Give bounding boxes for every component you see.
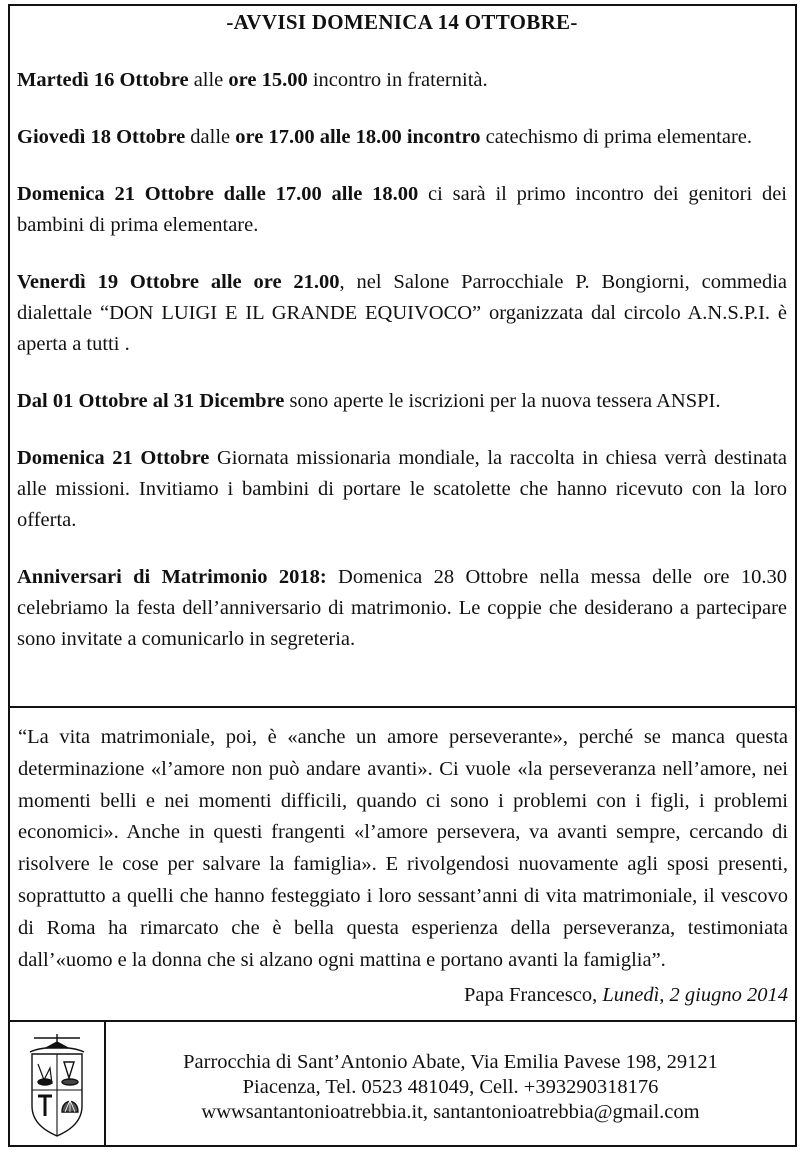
notice-item: Dal 01 Ottobre al 31 Dicembre sono aperte le iscrizioni per la nuova tessera ANSPI. <box>17 390 721 412</box>
notice-item: Venerdì 19 Ottobre alle ore 21.00, nel Salone Parrocchiale P. Bongiorni, commedia dialettale “DON LUIGI E IL GRANDE EQUIVOCO” organizzata dal circolo A.N.S.P.I. è aperta a tutti . <box>17 271 787 355</box>
parish-contact <box>106 1022 795 1145</box>
quote-date: Lunedì, 2 giugno 2014 <box>602 984 788 1007</box>
notice-item: Domenica 21 Ottobre Giornata missionaria mondiale, la raccolta in chiesa verrà destinata alle missioni. Invitiamo i bambini di portare le scatolette che hanno ricevuto con la loro offerta. <box>17 447 787 531</box>
quote-text: “La vita matrimoniale, poi, è «anche un amore perseverante», perché se manca questa determinazione «l’amore non può andare avanti». Ci vuole «la perseveranza nell’amore, nei momenti belli e nei momenti difficili, quando ci sono i problemi con i figli, i problemi economici». Anche in questi frangenti «l’amore persevera, va avanti sempre, cercando di risolvere le cose per salvare la famiglia». E rivolgendosi nuovamente agli sposi presenti, soprattutto a quelli che hanno festeggiato i loro sessant’anni di vita matrimoniale, il vescovo di Roma ha rimarcato che è bella questa esperienza della perseveranza, testimoniata dall’«uomo e la donna che si alzano ogni mattina e portano avanti la famiglia”. <box>18 726 788 971</box>
contact-address: Parrocchia di Sant’Antonio Abate, Via Emilia Pavese 198, 29121 <box>183 1051 718 1073</box>
footer <box>10 1020 795 1145</box>
notice-item: Anniversari di Matrimonio 2018: Domenica 28 Ottobre nella messa delle ore 10.30 celebriamo la festa dell’anniversario di matrimonio. Le coppie che desiderano a partecipare sono invitate a comunicarlo in segreteria. <box>17 566 787 650</box>
bulletin-sheet <box>8 4 797 1147</box>
notices-title: -AVVISI DOMENICA 14 OTTOBRE- <box>226 10 578 34</box>
crest-cell <box>10 1022 106 1145</box>
notice-item: Giovedì 18 Ottobre dalle ore 17.00 alle 18.00 incontro catechismo di prima elementare. <box>17 126 753 148</box>
notice-item: Domenica 21 Ottobre dalle 17.00 alle 18.00 ci sarà il primo incontro dei genitori dei bambini di prima elementare. <box>17 183 788 236</box>
parish-crest-icon <box>24 1032 90 1144</box>
contact-phone: Piacenza, Tel. 0523 481049, Cell. +393290318176 <box>242 1076 659 1098</box>
quote-author: Papa Francesco, <box>464 984 603 1007</box>
notice-item: Martedì 16 Ottobre alle ore 15.00 incontro in fraternità. <box>17 69 488 91</box>
quote-signature <box>18 984 788 1007</box>
contact-web-email: wwwsantantonioatrebbia.it, santantonioatrebbia@gmail.com <box>201 1101 700 1123</box>
quote-section <box>10 708 795 1016</box>
notices-section <box>10 6 795 708</box>
